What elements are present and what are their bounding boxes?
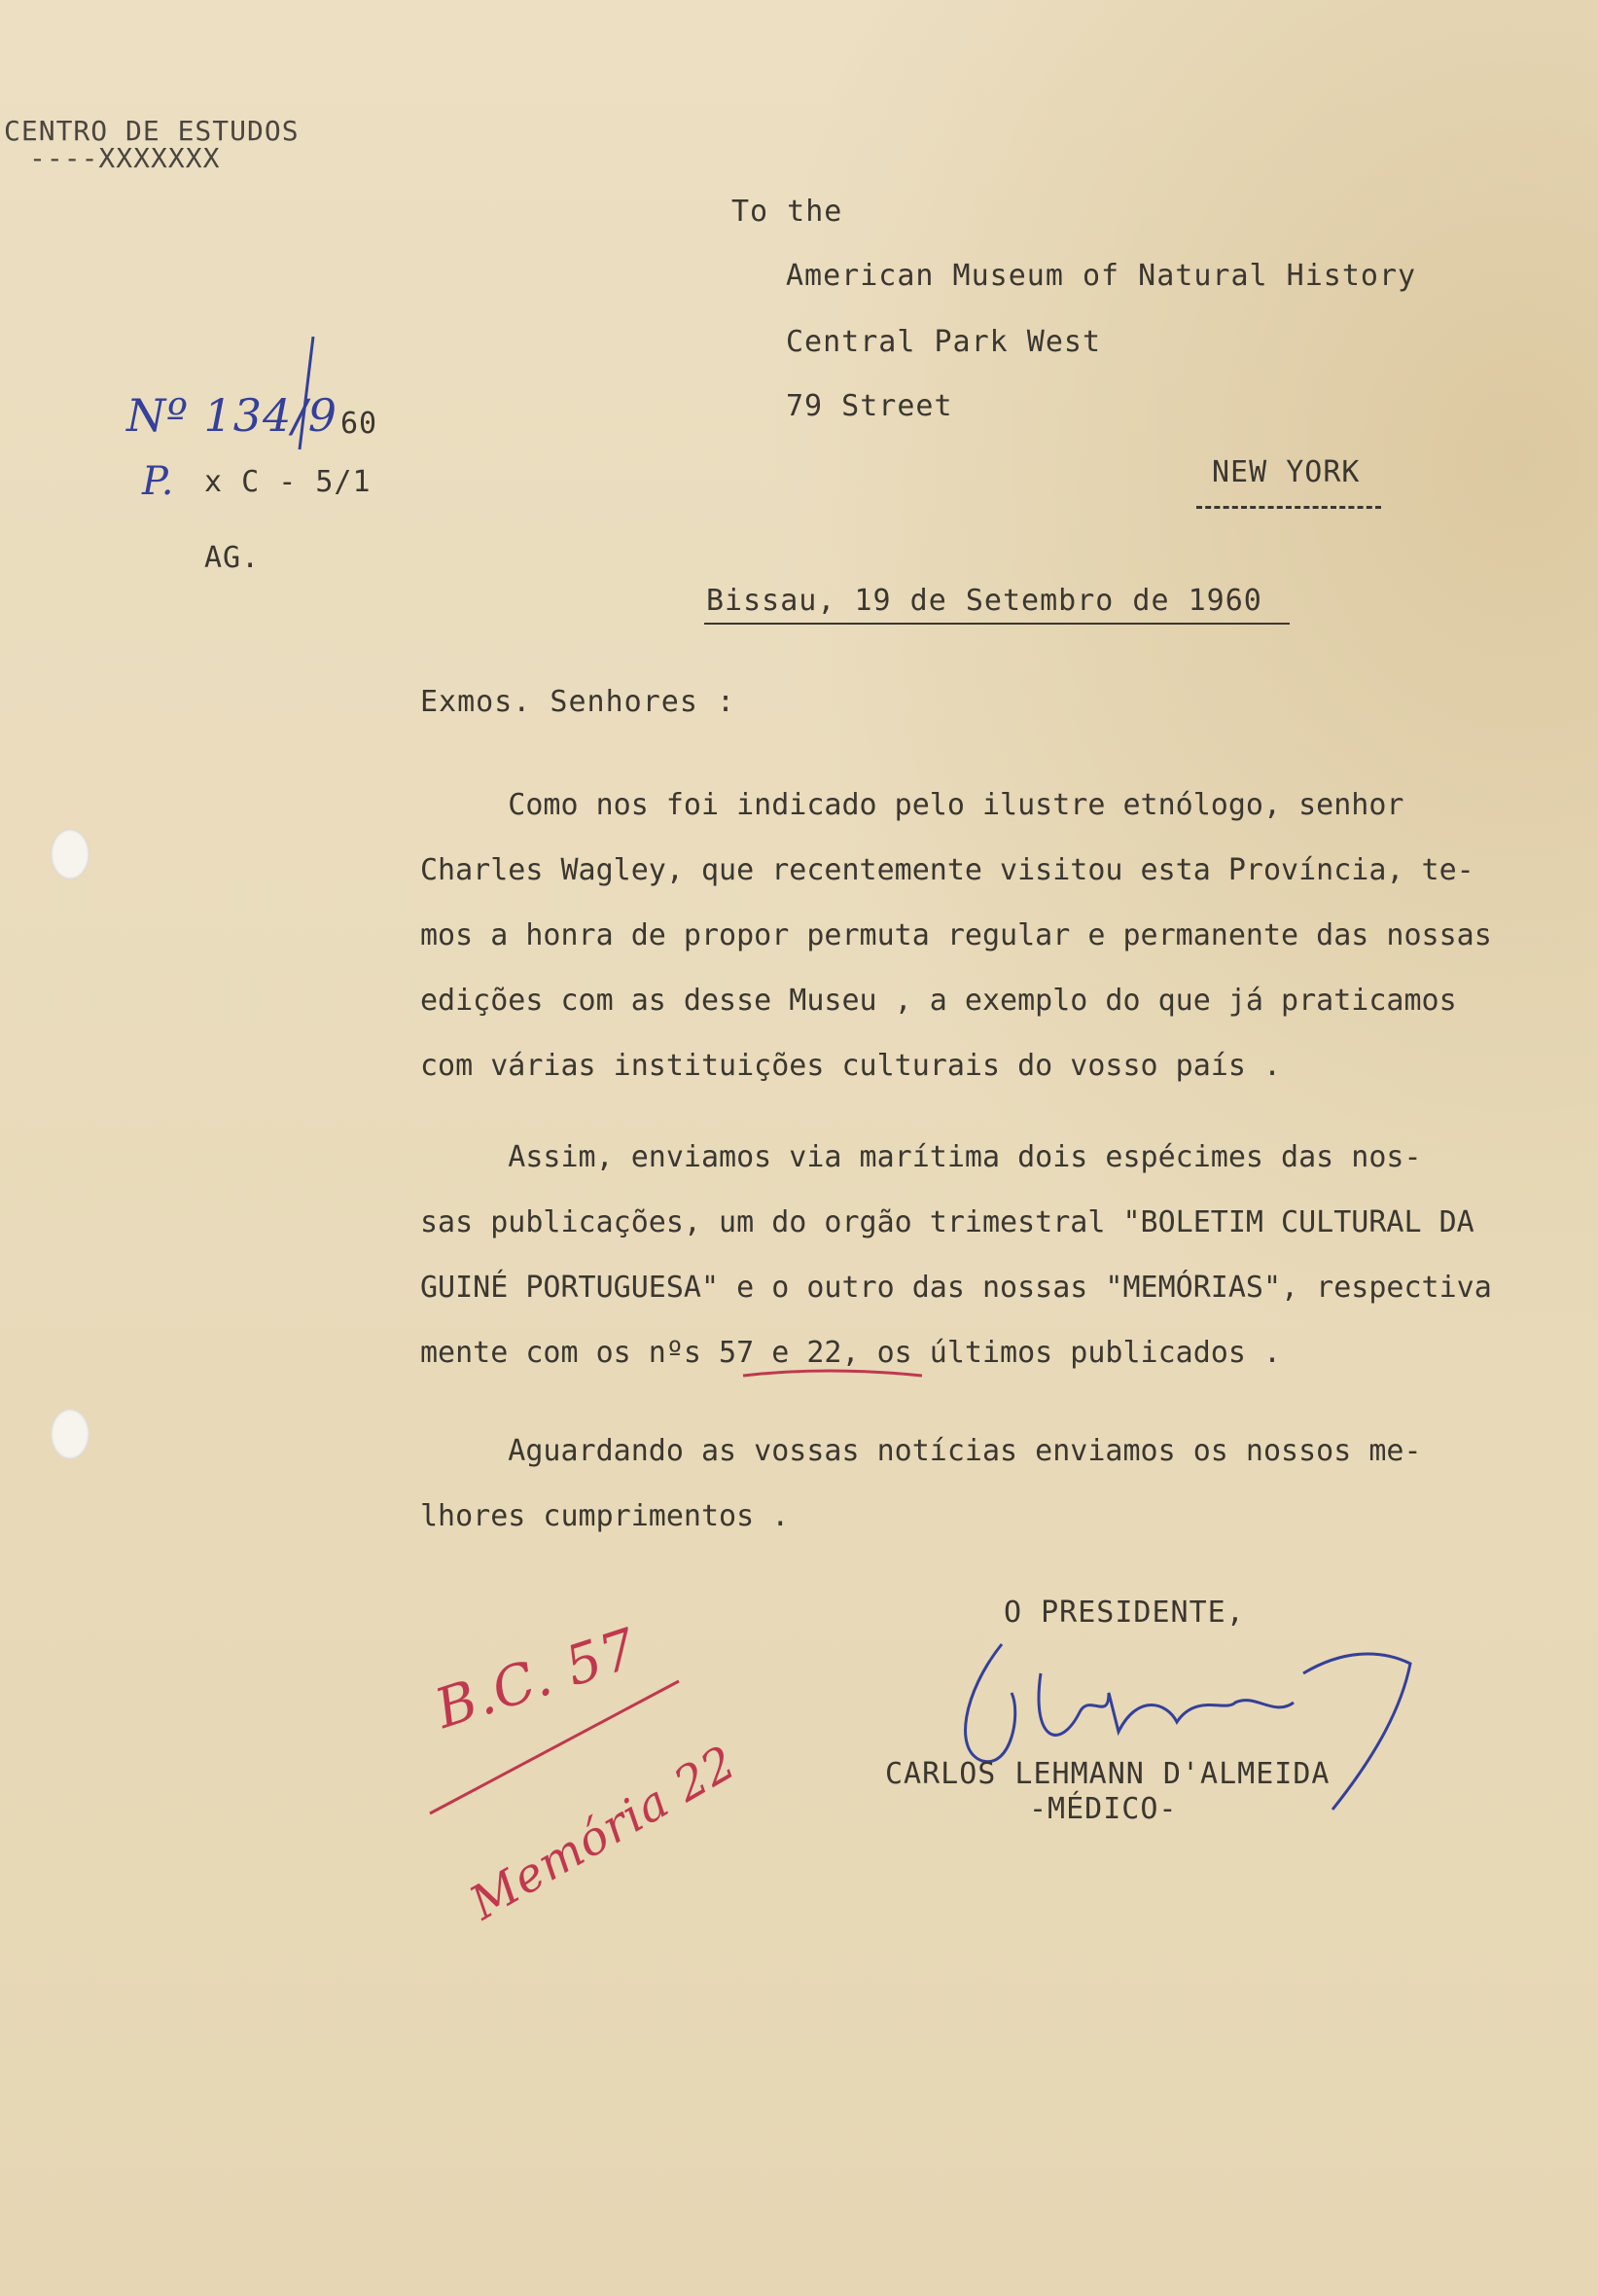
body-line: Como nos foi indicado pelo ilustre etnólogo, senhor: [420, 788, 1404, 822]
recipient-number: 79 Street: [786, 389, 953, 423]
body-line: GUINÉ PORTUGUESA" e o outro das nossas "MEMÓRIAS", respectiva: [420, 1271, 1492, 1305]
red-annotation-line1: B.C. 57: [428, 1616, 646, 1741]
closing-title: O PRESIDENTE,: [1004, 1596, 1245, 1630]
reference-year: 60: [340, 407, 378, 441]
punch-hole-top: [51, 829, 89, 879]
body-paragraph-2: [420, 1125, 1568, 1385]
punch-hole-bottom: [51, 1409, 89, 1459]
body-line: Charles Wagley, que recentemente visitou esta Província, te-: [420, 853, 1474, 887]
header-stamp-line1: CENTRO DE ESTUDOS: [4, 115, 300, 147]
body-line: mos a honra de propor permuta regular e permanente das nossas: [420, 918, 1492, 952]
recipient-name: American Museum of Natural History: [786, 259, 1417, 293]
body-line: Assim, enviamos via marítima dois espécimes das nos-: [420, 1140, 1422, 1174]
salutation: Exmos. Senhores :: [420, 685, 736, 719]
red-underline-57-22: [739, 1362, 934, 1391]
body-line: mente com os nºs 57 e 22, os últimos publicados .: [420, 1336, 1282, 1370]
letter-date: Bissau, 19 de Setembro de 1960: [706, 584, 1262, 618]
body-line: edições com as desse Museu , a exemplo do que já praticamos: [420, 984, 1457, 1018]
signatory-name: CARLOS LEHMANN D'ALMEIDA: [885, 1757, 1331, 1791]
body-paragraph-1: [420, 772, 1568, 1098]
recipient-city: NEW YORK: [1212, 455, 1361, 489]
body-paragraph-3: [420, 1418, 1568, 1549]
body-line: sas publicações, um do orgão trimestral "BOLETIM CULTURAL DA: [420, 1205, 1474, 1239]
signatory-role: -MÉDICO-: [1029, 1792, 1178, 1826]
date-underline: [704, 623, 1290, 625]
reference-code: x C - 5/1: [204, 465, 372, 499]
city-underline: [1196, 506, 1381, 509]
reference-number: Nº 134/9: [126, 389, 338, 442]
body-line: com várias instituições culturais do vosso país .: [420, 1049, 1282, 1083]
body-line: lhores cumprimentos .: [420, 1499, 790, 1533]
header-stamp-line2: ----XXXXXXX: [29, 142, 221, 174]
reference-initials: AG.: [204, 541, 261, 575]
body-line: Aguardando as vossas notícias enviamos os nossos me-: [420, 1434, 1422, 1468]
recipient-street: Central Park West: [786, 325, 1102, 359]
blue-stroke-mark: [292, 335, 331, 451]
recipient-to: To the: [731, 195, 843, 229]
reference-prefix: P.: [142, 459, 175, 504]
red-annotation-line2: Memória 22: [461, 1735, 746, 1931]
handwritten-signature: [943, 1634, 1449, 1829]
